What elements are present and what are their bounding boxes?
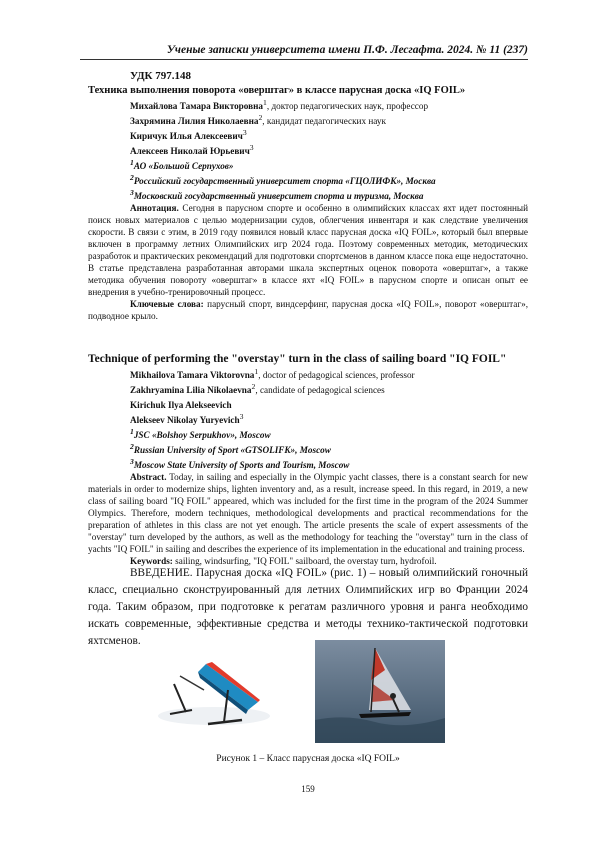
ru-author: Киричук Илья Алексеевич3 bbox=[88, 127, 528, 142]
ru-abstract: Аннотация. Сегодня в парусном спорте и особенно в олимпийских классах яхт идет постоянный поиск новых материалов с целью модернизации судов, облегчения инвентаря и как следствие увеличения скорости. В связи с этим, в 2019 году появился новый класс парусная доска «IQ FOIL», который был впервые включен в программу летних Олимпийских игр 2024 года. Поэтому современных методик, методических разработок и практических рекомендаций для подготовки спортсменов в данном классе пока еще недостаточно. В статье представлена разработанная авторами шкала экспертных оценок поворота «оверштаг», а также методика обучения повороту «оверштаг» в классе яхт «IQ FOIL» в парусном спорте и описан опыт ее внедрения в учебно-тренировочный процесс. bbox=[88, 202, 528, 298]
figure-windsurfer-photo bbox=[315, 640, 445, 743]
en-keywords: Keywords: sailing, windsurfing, "IQ FOIL" sailboard, the overstay turn, hydrofoil. bbox=[88, 555, 528, 567]
page bbox=[0, 0, 600, 852]
en-affiliation: 1JSC «Bolshoy Serpukhov», Moscow bbox=[88, 426, 528, 441]
en-author: Kirichuk Ilya Alekseevich bbox=[88, 396, 528, 411]
en-header-block bbox=[88, 352, 528, 567]
ru-title: Техника выполнения поворота «оверштаг» в классе парусная доска «IQ FOIL» bbox=[88, 84, 528, 97]
intro-block bbox=[88, 565, 528, 650]
ru-affiliation: 1АО «Большой Серпухов» bbox=[88, 157, 528, 172]
journal-header: Ученые записки университета имени П.Ф. Лесгафта. 2024. № 11 (237) bbox=[80, 44, 528, 60]
en-title: Technique of performing the "overstay" turn in the class of sailing board "IQ FOIL" bbox=[88, 352, 528, 366]
ru-header-block bbox=[88, 84, 528, 322]
en-author: Zakhryamina Lilia Nikolaevna2, candidate of pedagogical sciences bbox=[88, 381, 528, 396]
en-affiliation: 2Russian University of Sport «GTSOLIFK», Moscow bbox=[88, 441, 528, 456]
figure-caption: Рисунок 1 – Класс парусная доска «IQ FOIL» bbox=[88, 754, 528, 764]
en-affiliation: 3Moscow State University of Sports and Tourism, Moscow bbox=[88, 456, 528, 471]
ru-author: Михайлова Тамара Викторовна1, доктор педагогических наук, профессор bbox=[88, 97, 528, 112]
ru-keywords: Ключевые слова: парусный спорт, виндсерфинг, парусная доска «IQ FOIL», поворот «оверштаг», подводное крыло. bbox=[88, 298, 528, 322]
ru-author: Захрямина Лилия Николаевна2, кандидат педагогических наук bbox=[88, 112, 528, 127]
en-abstract: Abstract. Today, in sailing and especially in the Olympic yacht classes, there is a constant search for new materials in order to modernize ships, lighten inventory and, as a result, increase speed. In this regard, in 2019, a new class of sailing board "IQ FOIL" appeared, which was included for the first time in the program of the 2024 Summer Olympics. Therefore, modern techniques, methodological developments and practical recommendations for the preparation of athletes in this class are not yet enough. The article presents the scale of expert assessments of the "overstay" turn developed by the authors, as well as the methodology for teaching the "overstay" turn in the class of yachts "IQ FOIL" in sailing and describes the experience of its implementation in the educational and training process. bbox=[88, 471, 528, 555]
intro-paragraph: ВВЕДЕНИЕ. Парусная доска «IQ FOIL» (рис. 1) – новый олимпийский гоночный класс, специально сконструированный для летних Олимпийских игр во Франции 2024 года. Таким образом, при подготовке к регатам различного уровня и ранга необходимо искать современные, эффективные средства и методы технико-тактической подготовки яхтсменов. bbox=[88, 565, 528, 650]
ru-author: Алексеев Николай Юрьевич3 bbox=[88, 142, 528, 157]
udc-code: УДК 797.148 bbox=[130, 70, 528, 82]
figure-foil-board bbox=[150, 650, 278, 732]
en-author: Mikhailova Tamara Viktorovna1, doctor of pedagogical sciences, professor bbox=[88, 366, 528, 381]
ru-affiliation: 2Российский государственный университет спорта «ГЦОЛИФК», Москва bbox=[88, 172, 528, 187]
page-number: 159 bbox=[88, 784, 528, 794]
en-author: Alekseev Nikolay Yuryevich3 bbox=[88, 411, 528, 426]
ru-affiliation: 3Московский государственный университет спорта и туризма, Москва bbox=[88, 187, 528, 202]
